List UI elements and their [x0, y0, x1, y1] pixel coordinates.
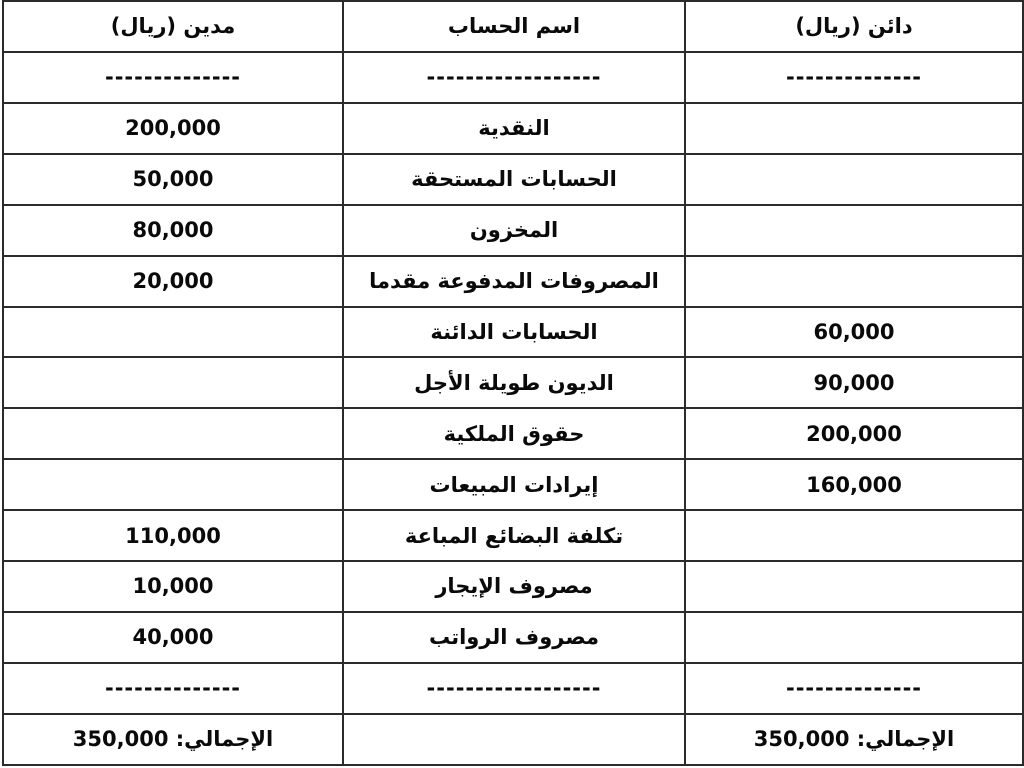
total-credit: الإجمالي: 350,000 — [685, 714, 1023, 765]
cell-credit — [685, 612, 1023, 663]
table-row — [3, 357, 1023, 408]
cell-account: المصروفات المدفوعة مقدما — [343, 256, 685, 307]
cell-debit — [3, 307, 343, 358]
cell-debit: 200,000 — [3, 103, 343, 154]
table-row — [3, 205, 1023, 256]
cell-credit — [685, 154, 1023, 205]
totals-row — [3, 714, 1023, 765]
dashes-account: ------------------ — [426, 676, 602, 701]
cell-credit — [685, 205, 1023, 256]
table-body — [3, 1, 1023, 765]
cell-account: الحسابات المستحقة — [343, 154, 685, 205]
dashes-credit: -------------- — [785, 676, 923, 701]
cell-debit: 40,000 — [3, 612, 343, 663]
column-header-credit: دائن (ريال) — [685, 1, 1023, 52]
cell-debit — [3, 357, 343, 408]
table-header-row — [3, 1, 1023, 52]
table-row — [3, 103, 1023, 154]
cell-debit: 10,000 — [3, 561, 343, 612]
cell-account: مصروف الإيجار — [343, 561, 685, 612]
cell-debit: 110,000 — [3, 510, 343, 561]
trial-balance-table — [2, 0, 1024, 766]
total-debit: الإجمالي: 350,000 — [3, 714, 343, 765]
separator-cell-credit — [685, 663, 1023, 714]
separator-cell-account — [343, 663, 685, 714]
cell-credit: 90,000 — [685, 357, 1023, 408]
dashes-debit: -------------- — [104, 65, 242, 90]
cell-credit: 160,000 — [685, 459, 1023, 510]
separator-cell-credit — [685, 52, 1023, 103]
column-header-account: اسم الحساب — [343, 1, 685, 52]
table-row — [3, 459, 1023, 510]
separator-row-top — [3, 52, 1023, 103]
table-row — [3, 561, 1023, 612]
cell-account: الديون طويلة الأجل — [343, 357, 685, 408]
cell-account: المخزون — [343, 205, 685, 256]
dashes-debit: -------------- — [104, 676, 242, 701]
cell-debit — [3, 408, 343, 459]
cell-credit — [685, 510, 1023, 561]
table-row — [3, 154, 1023, 205]
table-row — [3, 256, 1023, 307]
separator-cell-debit — [3, 52, 343, 103]
column-header-debit: مدين (ريال) — [3, 1, 343, 52]
cell-account: حقوق الملكية — [343, 408, 685, 459]
cell-debit: 80,000 — [3, 205, 343, 256]
cell-credit — [685, 256, 1023, 307]
separator-row-bottom — [3, 663, 1023, 714]
cell-account: النقدية — [343, 103, 685, 154]
table-row — [3, 408, 1023, 459]
cell-account: مصروف الرواتب — [343, 612, 685, 663]
separator-cell-account — [343, 52, 685, 103]
cell-account: الحسابات الدائنة — [343, 307, 685, 358]
cell-credit — [685, 103, 1023, 154]
cell-credit — [685, 561, 1023, 612]
separator-cell-debit — [3, 663, 343, 714]
cell-account: إيرادات المبيعات — [343, 459, 685, 510]
cell-debit: 20,000 — [3, 256, 343, 307]
table-row — [3, 510, 1023, 561]
cell-account: تكلفة البضائع المباعة — [343, 510, 685, 561]
cell-debit: 50,000 — [3, 154, 343, 205]
dashes-credit: -------------- — [785, 65, 923, 90]
cell-debit — [3, 459, 343, 510]
cell-credit: 60,000 — [685, 307, 1023, 358]
total-account — [343, 714, 685, 765]
dashes-account: ------------------ — [426, 65, 602, 90]
table-row — [3, 307, 1023, 358]
table-row — [3, 612, 1023, 663]
cell-credit: 200,000 — [685, 408, 1023, 459]
